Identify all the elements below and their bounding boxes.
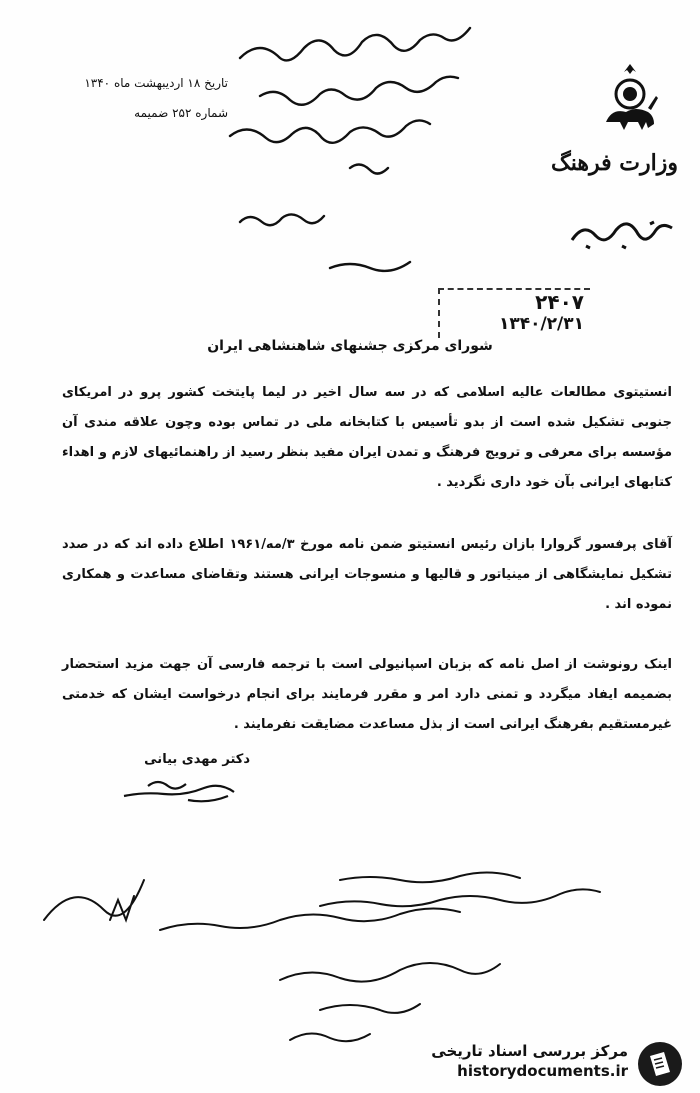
number-field: شماره ۲۵۲ ضمیمه (134, 106, 228, 120)
ministry-name: وزارت فرهنگ (551, 150, 678, 176)
letter-paragraph-1: انستیتوی مطالعات عالیه اسلامی که در سه سال اخیر در لیما پایتخت کشور پرو در امریکای جنوبی تشکیل شده است از بدو تأسیس با کتابخانه ملی در تماس بوده وچون علاقه مندی آن مؤسسه برای معرفی و ترویج فرهنگ و تمدن ایران مفید بنظر رسید از راهنمائیهای لازم و اهداء کتابهای ایرانی بآن خود داری نگردید . (62, 385, 672, 490)
letter-paragraph-2: آقای پرفسور گروارا بازان رئیس انستیتو ضمن نامه مورخ ۳/مه/۱۹۶۱ اطلاع داده اند که در صدد تشکیل نمایشگاهی از مینیاتور و قالیها و منسوجات ایرانی هستند وتقاضای مساعدت و همکاری نموده اند . (62, 537, 672, 612)
library-handwritten-heading (562, 212, 682, 252)
archive-brand: مرکز بررسی اسناد تاریخی (431, 1042, 628, 1060)
handwritten-annotation-bottom (20, 860, 680, 1070)
signature (118, 770, 248, 810)
signatory-name: دکتر مهدی بیانی (144, 752, 250, 767)
registration-stamp (438, 288, 590, 338)
stamp-number: ۲۴۰۷ (535, 290, 584, 314)
stamp-date: ۱۳۴۰/۲/۳۱ (498, 314, 584, 334)
date-field: تاریخ ۱۸ اردیبهشت ماه ۱۳۴۰ (84, 76, 228, 90)
handwritten-annotation-top (200, 18, 530, 278)
letter-paragraph-3: اینک رونوشت از اصل نامه که بزبان اسپانیولی است با ترجمه فارسی آن جهت مزید استحضار بضمیمه ایفاد میگردد و تمنی دارد امر و مقرر فرمایند برای انجام درخواست ایشان که خدمتی غیرمستقیم بفرهنگ ایرانی است از بذل مساعدت مضایقت نفرمایند . (62, 657, 672, 732)
letter-heading: شورای مرکزی جشنهای شاهنشاهی ایران (207, 338, 493, 354)
archive-watermark (431, 1040, 690, 1088)
archive-logo-icon (636, 1040, 684, 1088)
lion-and-sun-emblem-icon (598, 62, 662, 140)
archive-url: historydocuments.ir (457, 1062, 628, 1080)
letter-meta (28, 68, 228, 128)
